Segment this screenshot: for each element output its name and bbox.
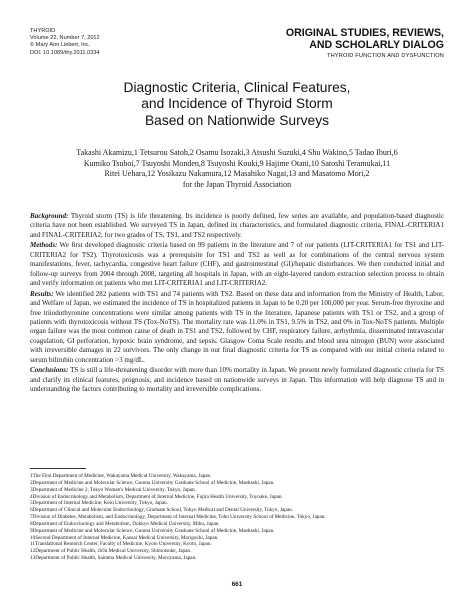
abstract <box>30 212 444 396</box>
affiliation-line: 5Department of Internal Medicine, Keio University, Tokyo, Japan. <box>30 500 168 507</box>
section-heading <box>286 27 444 60</box>
section-title-line2: AND SCHOLARLY DIALOG <box>309 39 444 52</box>
affiliation-line: 2Department of Medicine and Molecular Science, Gunma University Graduate School of Medicine, Maebashi, Japan. <box>30 479 275 486</box>
section-subtitle: THYROID FUNCTION AND DYSFUNCTION <box>326 52 444 59</box>
abstract-section-label: Results: <box>30 289 54 298</box>
abstract-section-label: Conclusions: <box>30 366 69 375</box>
author-line: Ritei Uehara,12 Yosikazu Nakamura,12 Masahiko Nagai,13 and Masatomo Mori,2 <box>104 169 370 179</box>
affiliation-line: 10Second Department of Internal Medicine, Kansai Medical University, Moriguchi, Japan. <box>30 534 219 541</box>
journal-copyright: © Mary Ann Liebert, Inc. <box>30 42 91 49</box>
author-line: Takashi Akamizu,1 Tetsurou Satoh,2 Osamu Isozaki,3 Atsushi Suzuki,4 Shu Wakino,5 Tadao Iburi,6 <box>76 148 398 157</box>
abstract-section-text: TS is still a life-threatening disorder with more than 10% mortality in Japan. We present newly formulated diagnostic criteria for TS and clarify its clinical features, prognosis, and incidence based on nationwide surveys in Japan. This information will help diagnose TS and in understanding the factors contributing to mortality and irreversible complications. <box>30 366 444 394</box>
affiliation-line: 9Department of Medicine and Molecular Science, Gunma University Graduate School of Medicine, Maebashi, Japan. <box>30 527 275 534</box>
journal-volume: Volume 22, Number 7, 2012 <box>30 35 100 42</box>
journal-info <box>30 28 100 57</box>
affiliations-list <box>30 473 444 562</box>
affiliation-line: 8Department of Endocrinology and Metabolism, Dokkyo Medical University, Mibu, Japan. <box>30 520 220 527</box>
title-line-3: Based on Nationwide Surveys <box>144 112 330 128</box>
title-line-2: and Incidence of Thyroid Storm <box>141 96 333 112</box>
affiliation-line: 6Department of Clinical and Molecular Endocrinology, Graduate School, Tokyo Medical and Dental University, Tokyo, Japan. <box>30 507 294 514</box>
author-list <box>40 148 434 190</box>
abstract-paragraph <box>30 212 444 240</box>
journal-doi: DOI: 10.1089/thy.2011.0334 <box>30 49 100 56</box>
abstract-section-text: We first developed diagnostic criteria based on 99 patients in the literature and 7 of our patients (LIT-CRITERIA1 for TS1 and LIT-CRITERIA2 for TS2). Thyrotoxicosis was a prerequisite for TS1 and TS2 as well as for combinations of the central nervous system manifestations, fever, tachycardia, congestive heart failure (CHF), and gastrointestinal (GI)/hepatic disturbances. We then conducted initial and follow-up surveys from 2004 through 2008, targeting all hospitals in Japan, with an eight-layered random extraction selection process to obtain and verify information on patients who met LIT-CRITERIA1 and LIT-CRITERIA2. <box>30 241 445 288</box>
section-title-line1: ORIGINAL STUDIES, REVIEWS, <box>285 27 444 39</box>
journal-name: THYROID <box>30 28 56 34</box>
abstract-section-text: Thyroid storm (TS) is life threatening. Its incidence is poorly defined, few series are available, and population-based diagnostic criteria have not been established. We surveyed TS in Japan, defined its characteristics, and formulated diagnostic criteria, FINAL-CRITERIA1 and FINAL-CRITERIA2, for two grades of TS, TS1, and TS2 respectively. <box>30 212 444 239</box>
abstract-paragraph <box>30 241 444 288</box>
author-line: for the Japan Thyroid Association <box>182 179 292 189</box>
page-number: 661 <box>231 581 243 588</box>
title-line-1: Diagnostic Criteria, Clinical Features, <box>123 80 351 95</box>
abstract-paragraph <box>30 290 444 366</box>
abstract-section-label: Methods: <box>30 241 58 250</box>
affiliation-line: 4Division of Endocrinology and Metabolism, Department of Internal Medicine, Fujita Health University, Toyoake, Japan. <box>30 493 283 500</box>
affiliation-line: 3Department of Medicine 2, Tokyo Women's Medical University, Tokyo, Japan. <box>30 486 196 493</box>
affiliation-line: 12Department of Public Health, Jichi Medical University, Shimotsuke, Japan. <box>30 548 192 555</box>
affiliation-line: 13Department of Public Health, Saitama Medical University, Moroyama, Japan. <box>30 555 197 562</box>
abstract-section-text: We identified 282 patients with TS1 and 74 patients with TS2. Based on these data and information from the Ministry of Health, Labor, and Welfare of Japan, we estimated the incidence of TS in hospitalized patients in Japan to be 0.20 per 100,000 per year. Serum-free thyroxine and free triiodothyronine concentrations were similar among patients with TS in the literature, Japanese patients with TS1 or TS2, and a group of patients with thyrotoxicosis without TS (Tox-NoTS). The mortality rate was 11.0% in TS1, 9.5% in TS2, and 0% in Tox-NoTS patients. Multiple organ failure was the most common cause of death in TS1 and TS2, followed by CHF, respiratory failure, arrhythmia, disseminated intravascular coagulation, GI perforation, hypoxic brain syndrome, and sepsis. Glasgow Coma Scale results and blood urea nitrogen (BUN) were associated with irreversible damages in 22 survivors. The only change in our final diagnostic criteria for TS as compared with our initial criteria related to serum bilirubin concentration >3 mg/dL. <box>30 289 444 364</box>
abstract-section-label: Background: <box>30 212 69 220</box>
affiliation-line: 11Translational Research Center, Faculty of Medicine, Kyoto University, Kyoto, Japan. <box>30 541 212 548</box>
author-line: Kumiko Tsuboi,7 Tsuyoshi Monden,8 Tsuyoshi Kouki,9 Hajime Otani,10 Satoshi Teramukai,11 <box>83 158 391 168</box>
article-title <box>40 80 434 129</box>
affiliation-line: 7Division of Diabetes, Metabolism, and Endocrinology, Department of Internal Medicine, Toho University School of Medicine, Tokyo, Japan. <box>30 514 326 521</box>
abstract-paragraph <box>30 366 444 394</box>
footnote-divider <box>30 468 86 469</box>
affiliation-line: 1The First Department of Medicine, Wakayama Medical University, Wakayama, Japan. <box>30 473 212 479</box>
